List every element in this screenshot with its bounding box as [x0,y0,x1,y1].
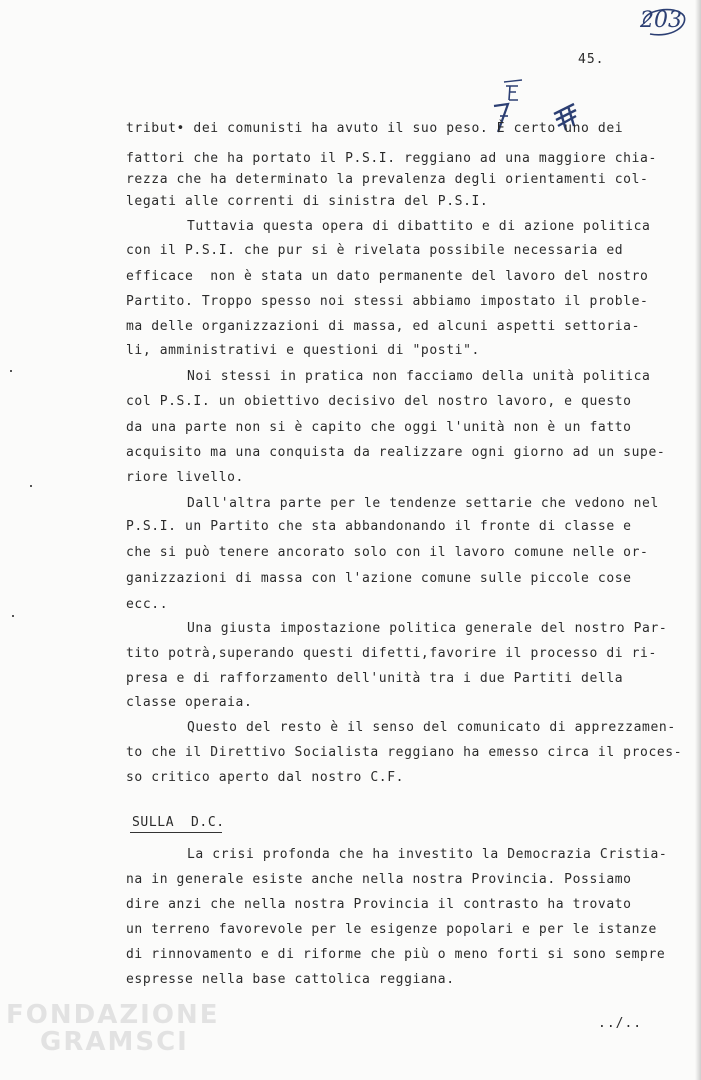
text-line-25: Questo del resto è il senso del comunicato di apprezzamen- [187,720,676,735]
text-line-3: rezza che ha determinato la prevalenza degli orientamenti col- [126,172,649,187]
section-heading-underline [130,832,222,833]
text-line-13: da una parte non si è capito che oggi l'unità non è un fatto [126,420,632,435]
text-line-8: Partito. Troppo spesso noi stessi abbiamo impostato il proble- [126,294,649,309]
text-line-11: Noi stessi in pratica non facciamo della unità politica [187,369,651,384]
text-line-22: tito potrà,superando questi difetti,favorire il processo di ri- [126,646,657,661]
text-line-20: ecc.. [126,597,169,612]
text-line-19: ganizzazioni di massa con l'azione comune sulle piccole cose [126,571,632,586]
text-line-16: Dall'altra parte per le tendenze settarie che vedono nel [187,496,659,511]
text-line-10: li, amministrativi e questioni di "posti". [126,343,480,358]
text-line-2: fattori che ha portato il P.S.I. reggiano ad una maggiore chia- [126,151,657,166]
margin-speck [10,370,12,372]
text-line-23: presa e di rafforzamento dell'unità tra i due Partiti della [126,671,624,686]
text-line-21: Una giusta impostazione politica generale del nostro Par- [187,621,668,636]
continuation-mark: ../.. [598,1016,643,1031]
text-line-28: La crisi profonda che ha investito la Democrazia Cristia- [187,847,668,862]
text-line-31: un terreno favorevole per le esigenze popolari e per le istanze [126,922,657,937]
text-line-9: ma delle organizzazioni di massa, ed alcuni aspetti settoria- [126,319,641,334]
page-number: 45. [578,52,605,67]
text-line-18: che si può tenere ancorato solo con il lavoro comune nelle or- [126,545,649,560]
text-line-15: riore livello. [126,470,244,485]
text-line-27: so critico aperto dal nostro C.F. [126,770,405,785]
watermark-logo [6,1002,219,1057]
watermark-line-2: GRAMSCI [40,1027,189,1058]
text-line-26: to che il Direttivo Socialista reggiano ha emesso circa il proces- [126,745,683,760]
text-line-5: Tuttavia questa opera di dibattito e di azione politica [187,219,651,234]
text-line-24: classe operaia. [126,695,253,710]
text-line-17: P.S.I. un Partito che sta abbandonando il fronte di classe e [126,519,632,534]
page-edge-shadow [695,0,701,1080]
text-line-7: efficace non è stata un dato permanente del lavoro del nostro [126,269,649,284]
text-line-6: con il P.S.I. che pur si è rivelata possibile necessaria ed [126,243,624,258]
margin-speck [30,485,32,487]
text-line-14: acquisito ma una conquista da realizzare ogni giorno ad un supe- [126,445,666,460]
text-line-1: tribut• dei comunisti ha avuto il suo peso. È certo uno dei [126,121,624,136]
text-line-4: legati alle correnti di sinistra del P.S.I. [126,194,489,209]
margin-speck [12,615,14,617]
section-heading: SULLA D.C. [132,815,225,830]
text-line-30: dire anzi che nella nostra Provincia il contrasto ha trovato [126,897,632,912]
text-line-12: col P.S.I. un obiettivo decisivo del nostro lavoro, e questo [126,394,632,409]
text-line-32: di rinnovamento e di riforme che più o meno forti si sono sempre [126,947,666,962]
text-line-33: espresse nella base cattolica reggiana. [126,972,455,987]
watermark-line-1: FONDAZIONE [6,1000,220,1030]
archive-number: 203 [640,8,682,33]
text-line-29: na in generale esiste anche nella nostra Provincia. Possiamo [126,872,632,887]
